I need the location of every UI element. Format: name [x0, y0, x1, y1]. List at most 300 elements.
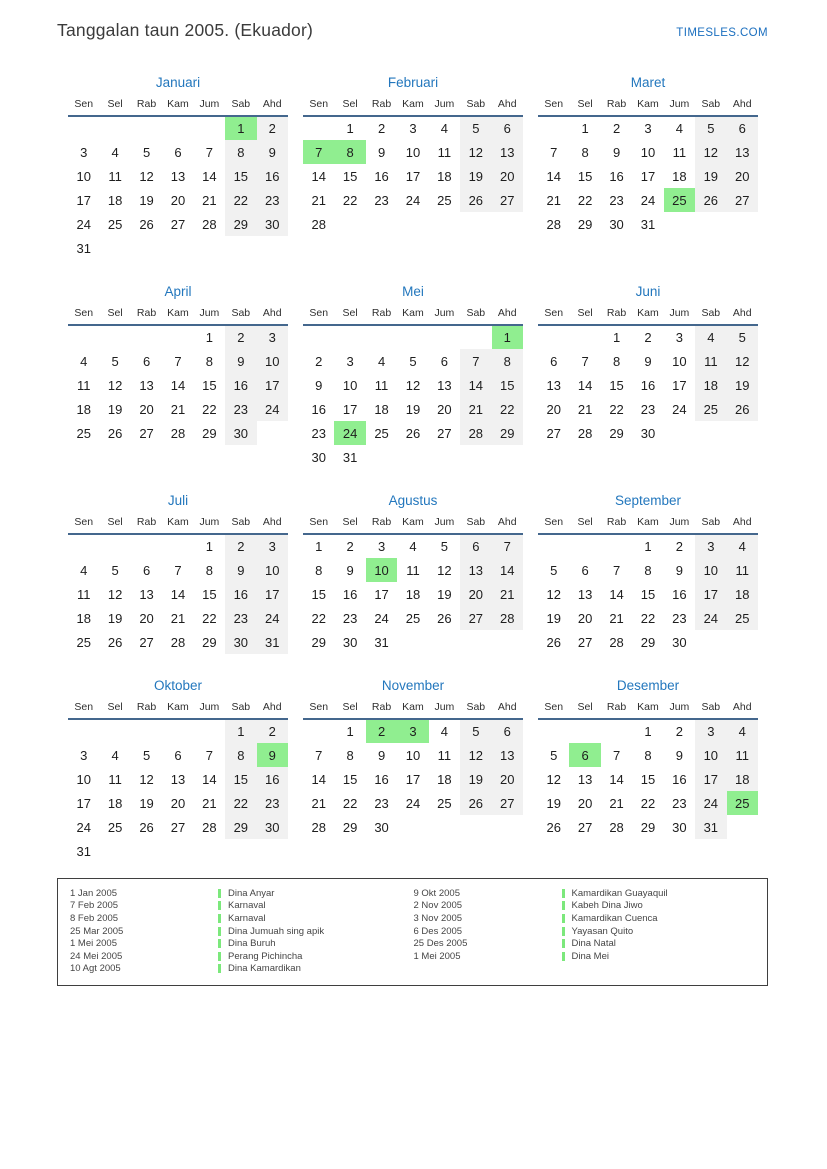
date-cell: 18	[695, 373, 726, 397]
date-cell: 14	[202, 168, 217, 184]
week-row	[303, 212, 523, 236]
date-cell: 21	[577, 401, 593, 417]
date-cell: 20	[577, 795, 593, 811]
empty-cell	[131, 839, 162, 863]
day-header: Sen	[303, 701, 334, 719]
legend-entry	[70, 937, 414, 950]
date-cell: 4	[111, 747, 119, 763]
date-cell: 30	[640, 425, 656, 441]
date-cell: 17	[695, 767, 726, 791]
empty-cell	[99, 719, 130, 743]
date-cell: 8	[334, 140, 365, 164]
date-cell: 14	[492, 558, 523, 582]
empty-cell	[492, 445, 523, 469]
month-grid	[303, 701, 523, 839]
date-cell: 8	[581, 144, 589, 160]
week-row	[303, 397, 523, 421]
week-row	[538, 373, 758, 397]
date-cell: 31	[76, 843, 91, 859]
day-header: Jum	[429, 98, 460, 116]
empty-cell	[162, 236, 193, 260]
empty-cell	[303, 116, 334, 140]
day-header: Jum	[664, 701, 695, 719]
date-cell: 15	[311, 586, 326, 602]
date-cell: 12	[460, 743, 491, 767]
empty-cell	[162, 839, 193, 863]
date-cell: 26	[405, 425, 421, 441]
date-cell: 27	[492, 791, 523, 815]
date-cell: 16	[672, 586, 687, 602]
legend-date: 6 Des 2005	[413, 925, 463, 937]
date-cell: 15	[577, 168, 593, 184]
holiday-color-marker	[562, 952, 565, 961]
date-cell: 19	[139, 795, 154, 811]
empty-cell	[162, 116, 193, 140]
date-cell: 3	[377, 539, 386, 554]
date-cell: 11	[406, 562, 420, 578]
week-row	[538, 325, 758, 349]
date-cell: 17	[640, 168, 656, 184]
holiday-color-marker	[218, 952, 221, 961]
date-cell: 1	[346, 121, 354, 136]
month-grid	[68, 307, 288, 445]
date-cell: 18	[405, 586, 421, 602]
date-cell: 17	[695, 582, 726, 606]
date-cell: 31	[257, 630, 288, 654]
date-cell: 5	[695, 116, 726, 140]
date-cell: 29	[342, 819, 358, 835]
date-cell: 20	[437, 401, 452, 417]
week-row	[68, 421, 288, 445]
date-cell: 5	[111, 353, 119, 369]
date-cell: 7	[492, 534, 523, 558]
empty-cell	[99, 839, 130, 863]
date-cell: 7	[581, 353, 589, 369]
date-cell: 15	[640, 771, 656, 787]
date-cell: 22	[640, 795, 656, 811]
week-row	[538, 630, 758, 654]
day-header: Sab	[695, 307, 726, 325]
empty-cell	[727, 421, 758, 445]
date-cell: 8	[612, 353, 621, 369]
date-cell: 25	[727, 606, 758, 630]
date-cell: 14	[609, 586, 624, 602]
empty-cell	[569, 719, 600, 743]
date-cell: 7	[612, 562, 621, 578]
day-header: Sab	[460, 307, 491, 325]
week-row	[68, 373, 288, 397]
legend-holiday-name: Kamardikan Guayaquil	[571, 887, 668, 899]
month-title: Mei	[402, 284, 424, 299]
week-row	[68, 815, 288, 839]
day-header: Rab	[131, 516, 162, 534]
date-cell: 29	[609, 425, 624, 441]
legend-holiday-name: Yayasan Quito	[571, 925, 634, 937]
date-cell: 26	[139, 216, 154, 232]
empty-cell	[397, 445, 428, 469]
date-cell: 5	[460, 116, 491, 140]
date-cell: 9	[225, 558, 256, 582]
date-cell: 6	[550, 353, 558, 369]
date-cell: 15	[609, 377, 624, 393]
date-cell: 12	[546, 771, 561, 787]
day-header: Jum	[194, 701, 225, 719]
month-grid	[538, 307, 758, 445]
legend-holiday-name: Karnaval	[228, 900, 266, 912]
date-cell: 5	[460, 719, 491, 743]
day-header-row	[303, 701, 523, 719]
day-header: Jum	[664, 307, 695, 325]
date-cell: 13	[492, 140, 523, 164]
date-cell: 24	[374, 610, 389, 626]
legend-date: 24 Mei 2005	[70, 950, 123, 962]
week-row	[538, 606, 758, 630]
date-cell: 10	[76, 168, 91, 184]
date-cell: 30	[672, 819, 687, 835]
date-cell: 16	[311, 401, 326, 417]
empty-cell	[460, 212, 491, 236]
date-cell: 21	[311, 795, 326, 811]
date-cell: 7	[612, 747, 621, 763]
date-cell: 4	[727, 534, 758, 558]
date-cell: 24	[257, 397, 288, 421]
week-row	[303, 815, 523, 839]
date-cell: 24	[405, 795, 421, 811]
date-cell: 21	[609, 795, 624, 811]
empty-cell	[225, 236, 256, 260]
empty-cell	[460, 630, 491, 654]
date-cell: 6	[581, 562, 589, 578]
date-cell: 30	[311, 449, 326, 465]
month-juni	[538, 283, 758, 445]
day-header: Kam	[632, 516, 663, 534]
date-cell: 3	[695, 534, 726, 558]
date-cell: 8	[225, 743, 256, 767]
legend-holiday	[562, 926, 634, 937]
date-cell: 5	[440, 539, 449, 554]
day-header: Sen	[303, 98, 334, 116]
week-row	[303, 445, 523, 469]
week-row	[68, 534, 288, 558]
date-cell: 25	[405, 610, 421, 626]
legend-entry	[70, 900, 414, 913]
date-cell: 13	[170, 168, 186, 184]
day-header: Sen	[538, 701, 569, 719]
month-title: Juli	[167, 493, 189, 508]
week-row	[303, 630, 523, 654]
date-cell: 18	[437, 168, 452, 184]
day-header: Sel	[569, 516, 600, 534]
empty-cell	[538, 325, 569, 349]
empty-cell	[68, 116, 99, 140]
month-april	[68, 283, 288, 445]
legend-entry	[414, 937, 758, 950]
empty-cell	[162, 719, 193, 743]
date-cell: 9	[257, 140, 288, 164]
week-row	[303, 116, 523, 140]
date-cell: 8	[205, 562, 214, 578]
month-title: November	[381, 678, 445, 693]
date-cell: 2	[257, 116, 288, 140]
date-cell: 12	[727, 349, 758, 373]
date-cell: 11	[76, 377, 91, 393]
date-cell: 30	[672, 634, 687, 650]
legend-date: 8 Feb 2005	[70, 912, 119, 924]
week-row	[68, 140, 288, 164]
date-cell: 7	[303, 140, 334, 164]
date-cell: 16	[257, 164, 288, 188]
empty-cell	[695, 630, 726, 654]
week-row	[303, 767, 523, 791]
date-cell: 23	[342, 610, 358, 626]
month-title: September	[614, 493, 682, 508]
date-cell: 22	[577, 192, 593, 208]
legend-date: 25 Des 2005	[413, 938, 468, 950]
week-row	[68, 397, 288, 421]
date-cell: 29	[311, 634, 326, 650]
date-cell: 25	[437, 795, 452, 811]
site-link[interactable]: TIMESLES.COM	[676, 27, 768, 39]
legend-holiday	[218, 888, 274, 899]
date-cell: 27	[170, 819, 186, 835]
date-cell: 1	[205, 539, 214, 554]
legend-holiday	[562, 938, 616, 949]
date-cell: 19	[139, 192, 154, 208]
date-cell: 11	[672, 144, 687, 160]
empty-cell	[397, 630, 428, 654]
date-cell: 4	[727, 719, 758, 743]
date-cell: 25	[727, 791, 758, 815]
empty-cell	[366, 212, 397, 236]
date-cell: 7	[460, 349, 491, 373]
date-cell: 24	[334, 421, 365, 445]
date-cell: 9	[257, 743, 288, 767]
month-grid	[303, 307, 523, 469]
date-cell: 2	[675, 539, 684, 554]
day-header: Sen	[303, 516, 334, 534]
date-cell: 2	[225, 534, 256, 558]
date-cell: 13	[492, 743, 523, 767]
date-cell: 10	[640, 144, 656, 160]
date-cell: 6	[727, 116, 758, 140]
empty-cell	[257, 839, 288, 863]
month-title: Agustus	[388, 493, 438, 508]
date-cell: 22	[492, 397, 523, 421]
date-cell: 9	[377, 144, 386, 160]
date-cell: 30	[374, 819, 389, 835]
day-header: Rab	[601, 307, 632, 325]
date-cell: 29	[577, 216, 593, 232]
date-cell: 18	[727, 767, 758, 791]
month-title: Juni	[635, 284, 661, 299]
date-cell: 6	[492, 719, 523, 743]
date-cell: 6	[569, 743, 600, 767]
date-cell: 17	[374, 586, 389, 602]
date-cell: 30	[225, 421, 256, 445]
month-grid	[538, 516, 758, 654]
month-title: Oktober	[153, 678, 203, 693]
date-cell: 13	[727, 140, 758, 164]
date-cell: 23	[225, 397, 256, 421]
empty-cell	[695, 421, 726, 445]
date-cell: 4	[695, 325, 726, 349]
date-cell: 21	[170, 610, 186, 626]
day-header-row	[538, 98, 758, 116]
date-cell: 26	[460, 188, 491, 212]
date-cell: 14	[460, 373, 491, 397]
date-cell: 28	[170, 425, 186, 441]
date-cell: 21	[460, 397, 491, 421]
date-cell: 6	[460, 534, 491, 558]
day-header: Kam	[162, 307, 193, 325]
date-cell: 23	[257, 188, 288, 212]
date-cell: 31	[342, 449, 358, 465]
legend-holiday	[562, 900, 643, 911]
day-header: Rab	[131, 98, 162, 116]
date-cell: 26	[546, 634, 561, 650]
date-cell: 5	[409, 353, 417, 369]
day-header: Ahd	[727, 701, 758, 719]
day-header: Sab	[460, 516, 491, 534]
day-header: Sel	[569, 307, 600, 325]
week-row	[303, 164, 523, 188]
date-cell: 4	[675, 121, 684, 136]
day-header-row	[538, 701, 758, 719]
date-cell: 19	[405, 401, 421, 417]
day-header: Sab	[695, 516, 726, 534]
date-cell: 10	[695, 743, 726, 767]
date-cell: 10	[257, 349, 288, 373]
date-cell: 4	[440, 724, 449, 739]
empty-cell	[492, 630, 523, 654]
date-cell: 27	[492, 188, 523, 212]
date-cell: 24	[640, 192, 656, 208]
date-cell: 6	[142, 353, 151, 369]
day-header-row	[68, 516, 288, 534]
empty-cell	[397, 325, 428, 349]
date-cell: 14	[170, 377, 186, 393]
week-row	[68, 582, 288, 606]
holiday-color-marker	[562, 914, 565, 923]
date-cell: 23	[311, 425, 326, 441]
day-header: Jum	[194, 307, 225, 325]
week-row	[68, 743, 288, 767]
date-cell: 13	[546, 377, 561, 393]
month-title: April	[164, 284, 192, 299]
day-header: Sel	[99, 516, 130, 534]
date-cell: 8	[205, 353, 214, 369]
date-cell: 15	[492, 373, 523, 397]
date-cell: 29	[492, 421, 523, 445]
date-cell: 23	[374, 795, 389, 811]
date-cell: 23	[640, 401, 656, 417]
day-header: Sen	[538, 307, 569, 325]
date-cell: 11	[695, 349, 726, 373]
date-cell: 10	[405, 747, 421, 763]
date-cell: 2	[377, 121, 386, 136]
date-cell: 6	[174, 144, 182, 160]
date-cell: 18	[374, 401, 389, 417]
date-cell: 18	[107, 192, 123, 208]
holiday-color-marker	[218, 914, 221, 923]
date-cell: 15	[342, 771, 358, 787]
date-cell: 17	[76, 795, 91, 811]
date-cell: 13	[170, 771, 186, 787]
legend-holiday	[218, 963, 301, 974]
day-header: Kam	[632, 98, 663, 116]
date-cell: 18	[76, 610, 91, 626]
date-cell: 11	[437, 747, 452, 763]
month-grid	[68, 701, 288, 863]
date-cell: 13	[139, 586, 154, 602]
week-row	[538, 534, 758, 558]
date-cell: 14	[577, 377, 593, 393]
date-cell: 12	[546, 586, 561, 602]
date-cell: 16	[225, 373, 256, 397]
day-header: Kam	[632, 307, 663, 325]
date-cell: 12	[139, 168, 154, 184]
day-header: Ahd	[727, 516, 758, 534]
day-header: Kam	[397, 701, 428, 719]
date-cell: 2	[346, 539, 354, 554]
date-cell: 30	[609, 216, 624, 232]
date-cell: 25	[107, 216, 123, 232]
date-cell: 6	[440, 353, 449, 369]
empty-cell	[131, 325, 162, 349]
day-header: Ahd	[727, 307, 758, 325]
date-cell: 16	[640, 377, 656, 393]
legend-holiday	[218, 900, 266, 911]
date-cell: 2	[257, 719, 288, 743]
empty-cell	[194, 839, 225, 863]
date-cell: 12	[437, 562, 452, 578]
date-cell: 26	[107, 425, 123, 441]
day-header: Ahd	[492, 98, 523, 116]
date-cell: 11	[108, 771, 122, 787]
date-cell: 19	[107, 610, 123, 626]
day-header: Sel	[334, 701, 365, 719]
day-header: Sel	[334, 307, 365, 325]
date-cell: 1	[225, 116, 256, 140]
date-cell: 1	[492, 325, 523, 349]
date-cell: 26	[139, 819, 154, 835]
date-cell: 11	[437, 144, 452, 160]
date-cell: 5	[142, 144, 151, 160]
week-row	[538, 719, 758, 743]
day-header: Sab	[225, 516, 256, 534]
week-row	[538, 116, 758, 140]
week-row	[68, 839, 288, 863]
empty-cell	[131, 116, 162, 140]
date-cell: 28	[202, 216, 217, 232]
empty-cell	[303, 325, 334, 349]
date-cell: 7	[550, 144, 558, 160]
legend-date: 1 Mei 2005	[70, 938, 118, 950]
date-cell: 24	[405, 192, 421, 208]
week-row	[68, 212, 288, 236]
date-cell: 28	[202, 819, 217, 835]
month-title: Februari	[387, 75, 439, 90]
legend-entry	[70, 950, 414, 963]
day-header: Rab	[366, 701, 397, 719]
date-cell: 20	[139, 610, 154, 626]
day-header: Jum	[664, 516, 695, 534]
day-header-row	[68, 98, 288, 116]
week-row	[303, 743, 523, 767]
date-cell: 12	[139, 771, 154, 787]
date-cell: 2	[675, 724, 684, 739]
empty-cell	[429, 212, 460, 236]
